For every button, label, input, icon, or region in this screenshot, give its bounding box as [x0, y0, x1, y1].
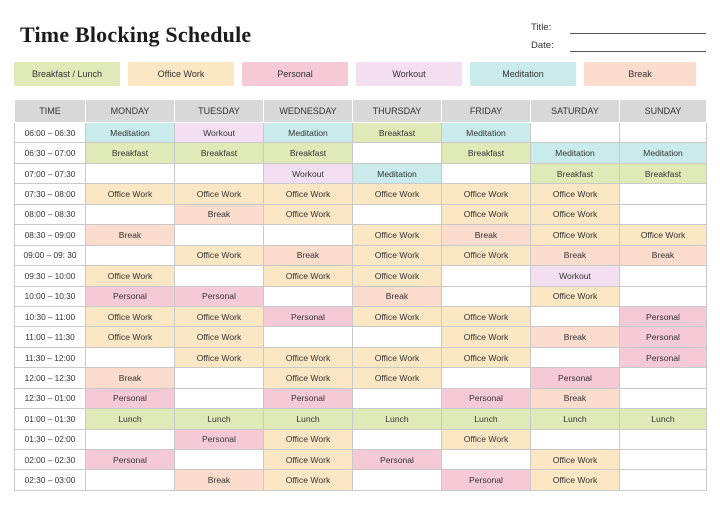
table-row	[15, 266, 707, 286]
schedule-cell[interactable]	[175, 163, 264, 183]
time-slot-label: 12:30 – 01:00	[15, 388, 86, 408]
schedule-cell[interactable]: Office Work	[531, 286, 620, 306]
schedule-cell[interactable]: Breakfast	[264, 143, 353, 163]
column-header-time: TIME	[15, 100, 86, 123]
schedule-cell[interactable]: Lunch	[620, 409, 707, 429]
schedule-cell[interactable]: Office Work	[531, 450, 620, 470]
schedule-cell[interactable]: Office Work	[442, 327, 531, 347]
table-row	[15, 470, 707, 490]
schedule-cell[interactable]	[442, 163, 531, 183]
schedule-cell[interactable]	[531, 123, 620, 143]
time-slot-label: 07:00 – 07:30	[15, 163, 86, 183]
table-row	[15, 286, 707, 306]
table-row	[15, 225, 707, 245]
schedule-cell[interactable]: Personal	[175, 429, 264, 449]
table-row	[15, 327, 707, 347]
time-slot-label: 12:00 – 12:30	[15, 368, 86, 388]
table-row	[15, 347, 707, 367]
schedule-cell[interactable]: Break	[531, 245, 620, 265]
schedule-cell[interactable]: Breakfast	[175, 143, 264, 163]
time-slot-label: 10:00 – 10:30	[15, 286, 86, 306]
schedule-cell[interactable]	[86, 204, 175, 224]
schedule-cell[interactable]	[620, 123, 707, 143]
schedule-cell[interactable]: Meditation	[264, 123, 353, 143]
legend	[14, 62, 696, 86]
schedule-cell[interactable]	[620, 204, 707, 224]
schedule-cell[interactable]: Personal	[620, 306, 707, 326]
time-slot-label: 10:30 – 11:00	[15, 306, 86, 326]
schedule-cell[interactable]	[620, 184, 707, 204]
table-row	[15, 163, 707, 183]
time-slot-label: 02:00 – 02:30	[15, 450, 86, 470]
schedule-cell[interactable]: Office Work	[531, 184, 620, 204]
schedule-cell[interactable]: Breakfast	[620, 163, 707, 183]
legend-item-me: Meditation	[470, 62, 576, 86]
schedule-cell[interactable]: Office Work	[531, 225, 620, 245]
schedule-cell[interactable]: Personal	[264, 388, 353, 408]
time-slot-label: 11:00 – 11:30	[15, 327, 86, 347]
column-header-thursday: THURSDAY	[353, 100, 442, 123]
time-slot-label: 06:00 – 06:30	[15, 123, 86, 143]
date-field-line[interactable]	[570, 51, 706, 52]
schedule-cell[interactable]: Break	[620, 245, 707, 265]
column-header-tuesday: TUESDAY	[175, 100, 264, 123]
table-row	[15, 143, 707, 163]
schedule-cell[interactable]: Office Work	[620, 225, 707, 245]
schedule-cell[interactable]	[531, 429, 620, 449]
schedule-cell[interactable]: Office Work	[442, 245, 531, 265]
schedule-cell[interactable]	[175, 450, 264, 470]
schedule-cell[interactable]	[175, 225, 264, 245]
schedule-cell[interactable]	[175, 266, 264, 286]
time-slot-label: 01:30 – 02:00	[15, 429, 86, 449]
time-slot-label: 06:30 – 07:00	[15, 143, 86, 163]
schedule-cell[interactable]: Lunch	[86, 409, 175, 429]
schedule-cell[interactable]	[264, 225, 353, 245]
schedule-cell[interactable]: Break	[264, 245, 353, 265]
table-row	[15, 429, 707, 449]
column-header-wednesday: WEDNESDAY	[264, 100, 353, 123]
schedule-cell[interactable]: Office Work	[264, 347, 353, 367]
table-row	[15, 184, 707, 204]
title-field-line[interactable]	[570, 33, 706, 34]
schedule-cell[interactable]: Meditation	[620, 143, 707, 163]
legend-item-br: Break	[584, 62, 696, 86]
schedule-cell[interactable]: Office Work	[442, 347, 531, 367]
schedule-cell[interactable]: Meditation	[531, 143, 620, 163]
table-row	[15, 409, 707, 429]
schedule-cell[interactable]	[353, 470, 442, 490]
schedule-cell[interactable]: Office Work	[264, 204, 353, 224]
schedule-cell[interactable]: Lunch	[353, 409, 442, 429]
title-field-label: Title:	[531, 22, 552, 33]
table-row	[15, 368, 707, 388]
schedule-cell[interactable]	[264, 286, 353, 306]
schedule-cell[interactable]: Office Work	[353, 245, 442, 265]
schedule-cell[interactable]: Office Work	[175, 306, 264, 326]
schedule-cell[interactable]: Lunch	[531, 409, 620, 429]
schedule-cell[interactable]: Lunch	[264, 409, 353, 429]
schedule-cell[interactable]: Office Work	[264, 266, 353, 286]
schedule-cell[interactable]: Office Work	[175, 327, 264, 347]
schedule-cell[interactable]: Office Work	[442, 429, 531, 449]
time-slot-label: 08:00 – 08:30	[15, 204, 86, 224]
schedule-cell[interactable]: Office Work	[264, 470, 353, 490]
schedule-cell[interactable]	[442, 286, 531, 306]
schedule-cell[interactable]: Personal	[86, 388, 175, 408]
schedule-cell[interactable]: Office Work	[86, 306, 175, 326]
time-slot-label: 08:30 – 09:00	[15, 225, 86, 245]
schedule-cell[interactable]: Office Work	[264, 429, 353, 449]
schedule-cell[interactable]	[620, 388, 707, 408]
schedule-cell[interactable]: Personal	[264, 306, 353, 326]
schedule-cell[interactable]: Office Work	[353, 347, 442, 367]
schedule-cell[interactable]: Break	[531, 327, 620, 347]
time-slot-label: 11:30 – 12:00	[15, 347, 86, 367]
schedule-cell[interactable]: Personal	[86, 450, 175, 470]
schedule-cell[interactable]: Personal	[86, 286, 175, 306]
schedule-cell[interactable]: Personal	[175, 286, 264, 306]
schedule-cell[interactable]	[264, 327, 353, 347]
schedule-cell[interactable]: Office Work	[442, 204, 531, 224]
table-row	[15, 450, 707, 470]
schedule-cell[interactable]: Meditation	[442, 123, 531, 143]
time-slot-label: 02:30 – 03:00	[15, 470, 86, 490]
schedule-cell[interactable]: Personal	[531, 368, 620, 388]
schedule-cell[interactable]	[442, 450, 531, 470]
schedule-cell[interactable]: Office Work	[264, 184, 353, 204]
schedule-cell[interactable]	[353, 327, 442, 347]
date-field-label: Date:	[531, 40, 554, 51]
schedule-cell[interactable]	[86, 470, 175, 490]
header-row	[15, 100, 707, 123]
table-row	[15, 123, 707, 143]
schedule-cell[interactable]: Office Work	[175, 245, 264, 265]
schedule-cell[interactable]	[531, 306, 620, 326]
schedule-cell[interactable]: Breakfast	[531, 163, 620, 183]
schedule-cell[interactable]	[620, 368, 707, 388]
schedule-cell[interactable]: Breakfast	[353, 123, 442, 143]
schedule-cell[interactable]: Personal	[620, 327, 707, 347]
time-slot-label: 07:30 – 08:00	[15, 184, 86, 204]
schedule-cell[interactable]	[620, 429, 707, 449]
schedule-cell[interactable]: Lunch	[442, 409, 531, 429]
schedule-cell[interactable]: Personal	[442, 470, 531, 490]
schedule-cell[interactable]	[620, 450, 707, 470]
schedule-cell[interactable]: Break	[86, 368, 175, 388]
schedule-cell[interactable]: Workout	[264, 163, 353, 183]
schedule-cell[interactable]: Office Work	[175, 184, 264, 204]
schedule-cell[interactable]: Office Work	[353, 306, 442, 326]
table-row	[15, 204, 707, 224]
schedule-cell[interactable]: Office Work	[86, 184, 175, 204]
legend-item-bl: Breakfast / Lunch	[14, 62, 120, 86]
table-row	[15, 306, 707, 326]
table-row	[15, 388, 707, 408]
schedule-cell[interactable]	[175, 368, 264, 388]
schedule-cell[interactable]: Personal	[620, 347, 707, 367]
schedule-cell[interactable]: Break	[442, 225, 531, 245]
schedule-cell[interactable]: Break	[175, 470, 264, 490]
schedule-cell[interactable]: Workout	[531, 266, 620, 286]
schedule-cell[interactable]	[531, 347, 620, 367]
schedule-cell[interactable]: Meditation	[86, 123, 175, 143]
schedule-cell[interactable]: Office Work	[86, 266, 175, 286]
schedule-cell[interactable]: Personal	[353, 450, 442, 470]
schedule-cell[interactable]: Office Work	[353, 368, 442, 388]
schedule-cell[interactable]	[86, 163, 175, 183]
schedule-cell[interactable]	[353, 143, 442, 163]
schedule-cell[interactable]	[353, 429, 442, 449]
legend-item-wo: Workout	[356, 62, 462, 86]
page-title: Time Blocking Schedule	[20, 22, 252, 47]
schedule-cell[interactable]: Office Work	[353, 184, 442, 204]
schedule-cell[interactable]: Office Work	[353, 225, 442, 245]
schedule-cell[interactable]: Breakfast	[442, 143, 531, 163]
time-slot-label: 09:00 – 09: 30	[15, 245, 86, 265]
schedule-cell[interactable]: Meditation	[353, 163, 442, 183]
schedule-cell[interactable]: Lunch	[175, 409, 264, 429]
table-row	[15, 245, 707, 265]
schedule-cell[interactable]: Break	[175, 204, 264, 224]
schedule-cell[interactable]: Office Work	[264, 450, 353, 470]
time-slot-label: 01:00 – 01:30	[15, 409, 86, 429]
schedule-cell[interactable]	[86, 429, 175, 449]
schedule-cell[interactable]: Office Work	[86, 327, 175, 347]
schedule-cell[interactable]	[442, 266, 531, 286]
schedule-cell[interactable]	[620, 266, 707, 286]
schedule-cell[interactable]: Break	[531, 388, 620, 408]
schedule-cell[interactable]: Break	[86, 225, 175, 245]
column-header-saturday: SATURDAY	[531, 100, 620, 123]
schedule-cell[interactable]	[442, 368, 531, 388]
time-slot-label: 09:30 – 10:00	[15, 266, 86, 286]
schedule-cell[interactable]: Breakfast	[86, 143, 175, 163]
schedule-cell[interactable]: Office Work	[175, 347, 264, 367]
schedule-cell[interactable]	[86, 347, 175, 367]
schedule-cell[interactable]: Break	[353, 286, 442, 306]
schedule-cell[interactable]	[620, 286, 707, 306]
column-header-friday: FRIDAY	[442, 100, 531, 123]
schedule-cell[interactable]: Workout	[175, 123, 264, 143]
legend-item-pe: Personal	[242, 62, 348, 86]
schedule-cell[interactable]	[620, 470, 707, 490]
schedule-cell[interactable]: Office Work	[442, 184, 531, 204]
schedule-table	[14, 99, 707, 491]
schedule-cell[interactable]: Office Work	[531, 204, 620, 224]
schedule-cell[interactable]	[175, 388, 264, 408]
column-header-sunday: SUNDAY	[620, 100, 707, 123]
schedule-cell[interactable]: Office Work	[264, 368, 353, 388]
schedule-cell[interactable]	[86, 245, 175, 265]
schedule-cell[interactable]: Personal	[442, 388, 531, 408]
schedule-cell[interactable]: Office Work	[531, 470, 620, 490]
legend-item-ow: Office Work	[128, 62, 234, 86]
schedule-cell[interactable]: Office Work	[442, 306, 531, 326]
schedule-cell[interactable]: Office Work	[353, 266, 442, 286]
column-header-monday: MONDAY	[86, 100, 175, 123]
schedule-cell[interactable]	[353, 204, 442, 224]
schedule-cell[interactable]	[353, 388, 442, 408]
